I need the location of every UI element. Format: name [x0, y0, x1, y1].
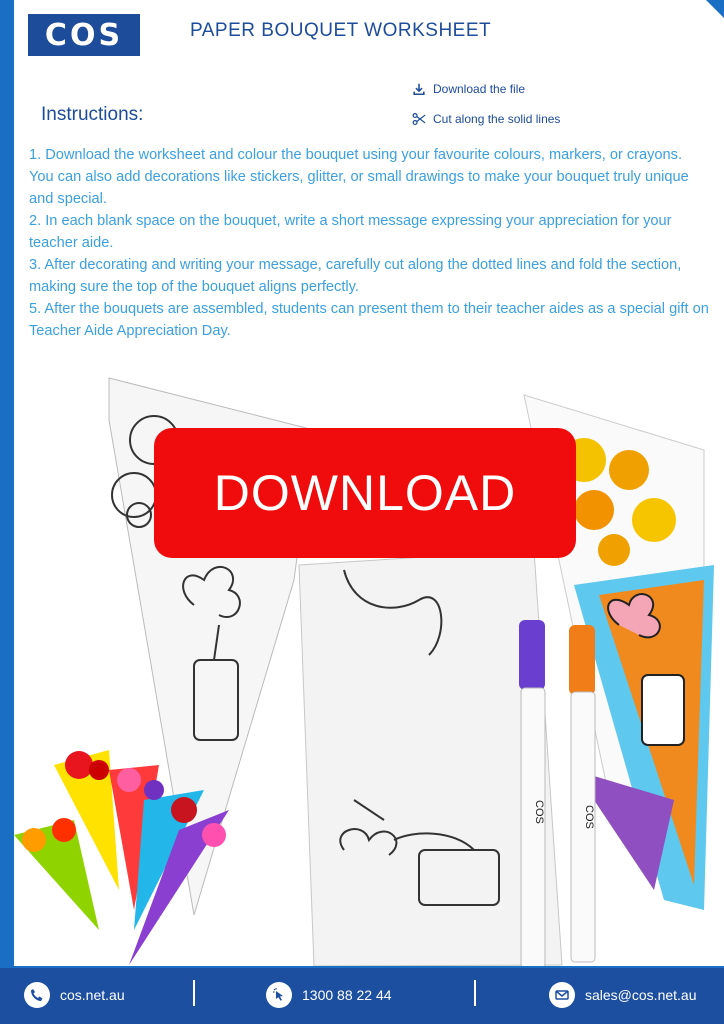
instruction-step: 3. After decorating and writing your message, carefully cut along the dotted lines and fold the section, making sure the top of the bouquet aligns perfectly. — [29, 257, 682, 295]
marker-brand-text: COS — [583, 805, 595, 829]
phone-link[interactable] — [266, 982, 392, 1008]
orange-marker — [569, 625, 595, 962]
footer-bar — [0, 968, 724, 1024]
marker-brand-text: COS — [533, 800, 545, 824]
purple-marker — [519, 620, 545, 966]
email-link[interactable] — [549, 982, 697, 1008]
email-icon — [549, 982, 575, 1008]
phone-icon — [24, 982, 50, 1008]
logo-text: COS — [44, 17, 124, 53]
footer-divider — [193, 980, 195, 1006]
download-button-label: DOWNLOAD — [213, 465, 517, 521]
instructions-heading: Instructions: — [41, 104, 144, 125]
footer-divider — [474, 980, 476, 1006]
download-file-label: Download the file — [433, 82, 526, 96]
cursor-click-icon — [266, 982, 292, 1008]
download-icon — [412, 82, 426, 96]
page-corner — [706, 0, 724, 18]
download-button[interactable] — [154, 428, 576, 558]
instruction-step: 5. After the bouquets are assembled, students can present them to their teacher aides as a special gift on Teacher Aide Appreciation Day. — [29, 301, 709, 339]
download-file-link[interactable] — [412, 82, 525, 96]
instruction-step: 1. Download the worksheet and colour the bouquet using your favourite colours, markers, or crayons. You can also add decorations like stickers, glitter, or small drawings to make your bouquet truly unique and special. — [29, 147, 689, 207]
scissors-icon — [412, 112, 426, 126]
worksheet-page — [14, 0, 724, 966]
cos-logo[interactable] — [28, 14, 140, 56]
page-title: PAPER BOUQUET WORKSHEET — [190, 20, 492, 41]
website-text: cos.net.au — [60, 987, 125, 1003]
cut-lines-link[interactable] — [412, 112, 560, 126]
instruction-step: 2. In each blank space on the bouquet, write a short message expressing your appreciation for your teacher aide. — [29, 213, 672, 251]
website-link[interactable] — [24, 982, 125, 1008]
email-text: sales@cos.net.au — [585, 987, 697, 1003]
instruction-steps — [29, 144, 709, 342]
phone-text: 1300 88 22 44 — [302, 987, 392, 1003]
cut-lines-label: Cut along the solid lines — [433, 112, 561, 126]
